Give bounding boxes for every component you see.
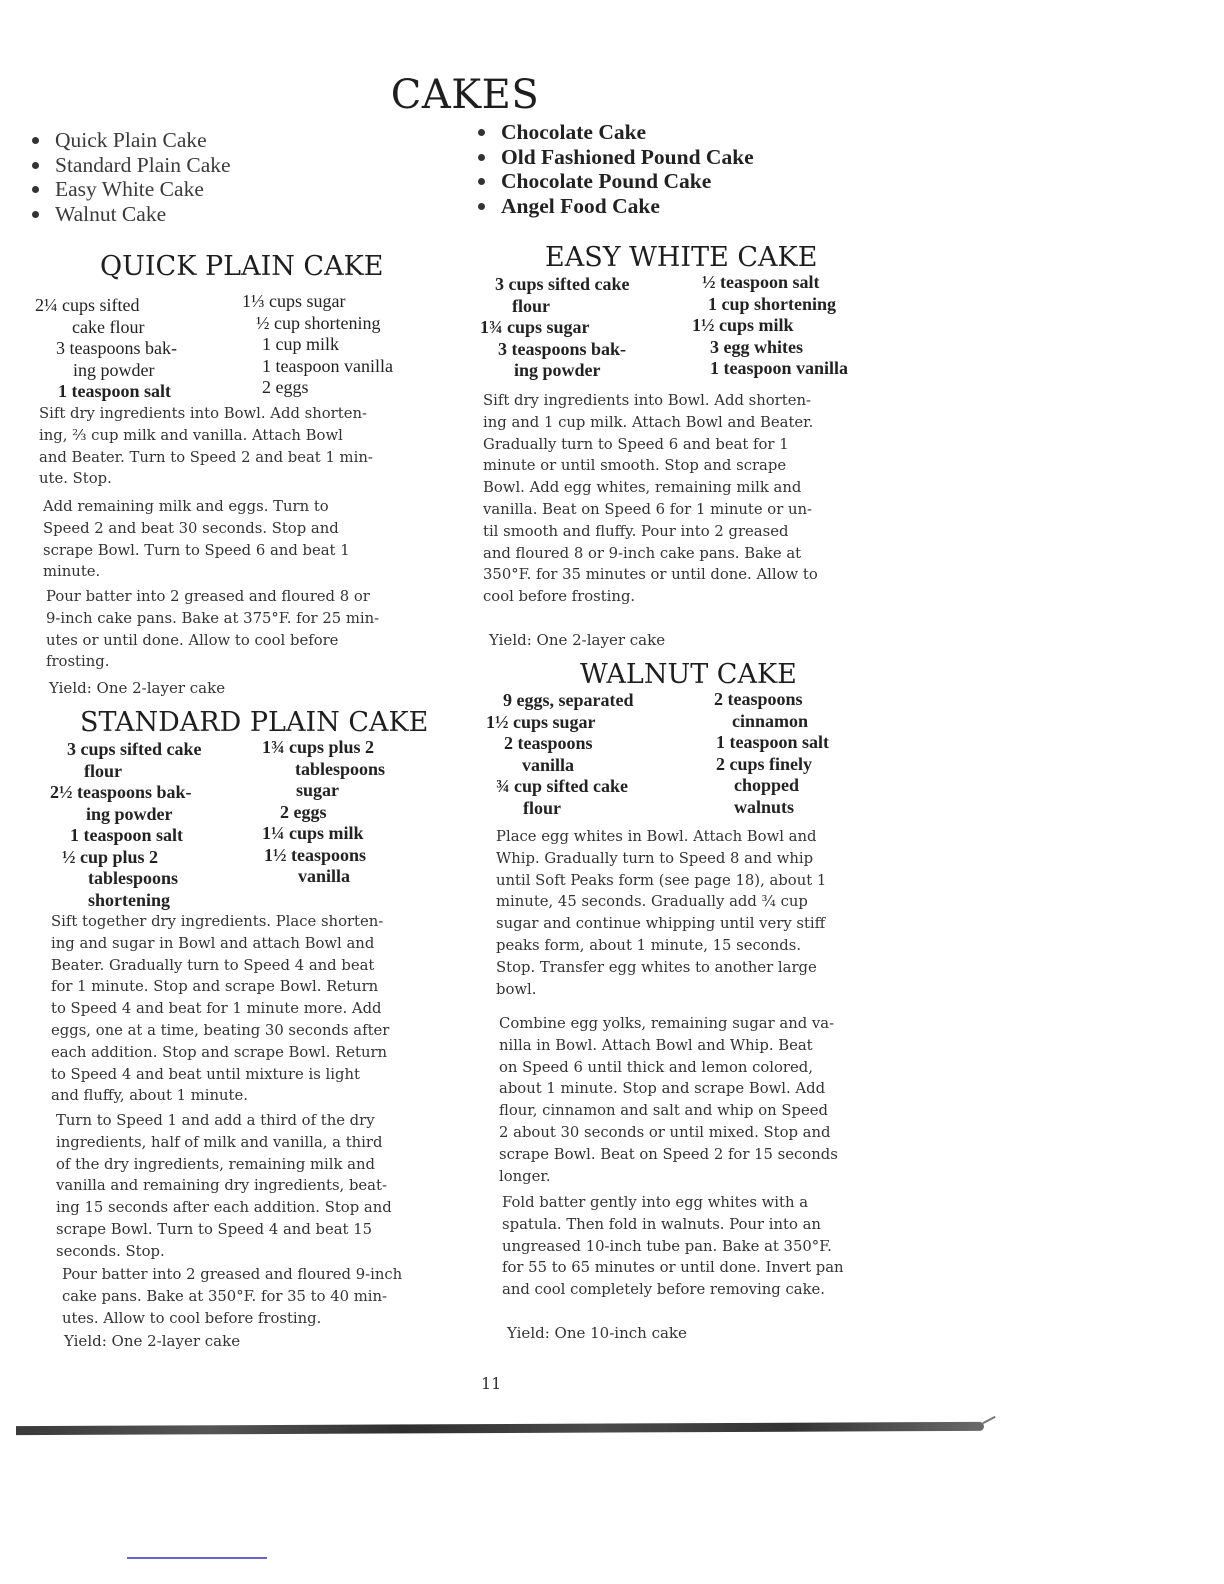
ingredient: ¾ cup sifted cake bbox=[496, 776, 628, 796]
ingredient: 1 teaspoon salt bbox=[58, 381, 172, 401]
toc-item-chocolate: Chocolate Cake bbox=[476, 120, 754, 145]
ingredient: 1 teaspoon salt bbox=[70, 825, 184, 845]
ingredient: cinnamon bbox=[732, 710, 809, 731]
quick-step-1: Sift dry ingredients into Bowl. Add shorten- ing, ⅔ cup milk and vanilla. Attach Bowl and Beater. Turn to Speed 2 and beat 1 min- ute. Stop. bbox=[39, 405, 373, 488]
toc-item-angel-food: Angel Food Cake bbox=[476, 194, 754, 219]
standard-step-3: Pour batter into 2 greased and floured 9-inch cake pans. Bake at 350°F. for 35 to 40 min- utes. Allow to cool before frosting. bbox=[62, 1266, 403, 1327]
scan-edge-mark bbox=[982, 1416, 995, 1424]
ingredient: flour bbox=[512, 295, 550, 316]
easy-ingredients-left bbox=[480, 274, 630, 382]
standard-plain-title: STANDARD PLAIN CAKE bbox=[80, 707, 429, 738]
ingredient: vanilla bbox=[298, 866, 351, 886]
ingredient: 3 teaspoons bak- bbox=[56, 338, 177, 358]
standard-step-2: Turn to Speed 1 and add a third of the dry ingredients, half of milk and vanilla, a third of the dry ingredients, remaining milk and vanilla and remaining dry ingredients, beat- ing 15 seconds after each addition. Stop and scrape Bowl. Turn to Speed 4 and beat 15 seconds. Stop. bbox=[56, 1112, 392, 1260]
ingredient: 1½ teaspoons bbox=[264, 844, 367, 865]
page-number: 11 bbox=[481, 1374, 502, 1393]
ingredient: flour bbox=[84, 760, 122, 781]
quick-ingredients-right bbox=[242, 291, 393, 399]
quick-step-3: Pour batter into 2 greased and floured 8 or 9-inch cake pans. Bake at 375°F. for 25 min- utes or until done. Allow to cool before frosting. bbox=[46, 588, 380, 671]
ingredient: 2 eggs bbox=[280, 801, 327, 822]
ingredient: 3 cups sifted cake bbox=[495, 274, 630, 294]
standard-ingredients-left bbox=[50, 739, 202, 911]
ingredient: 1¼ cups milk bbox=[262, 823, 364, 843]
toc-left bbox=[30, 128, 231, 226]
ingredient: 2 teaspoons bbox=[714, 689, 803, 709]
ingredient: 2 eggs bbox=[262, 377, 309, 397]
easy-step-1: Sift dry ingredients into Bowl. Add shorten- ing and 1 cup milk. Attach Bowl and Beater. Gradually turn to Speed 6 and beat for 1 minute or until smooth. Stop and scrape Bowl. Add egg whites, remaining milk and vanilla. Beat on Speed 6 for 1 minute or un- til smooth and fluffy. Pour into 2 greased and floured 8 or 9-inch cake pans. Bake at 350°F. for 35 minutes or until done. Allow to cool before frosting. bbox=[483, 392, 818, 606]
ingredient: 2 teaspoons bbox=[504, 733, 593, 753]
walnut-title: WALNUT CAKE bbox=[580, 659, 797, 690]
page-title: CAKES bbox=[390, 72, 540, 118]
standard-step-1: Sift together dry ingredients. Place shorten- ing and sugar in Bowl and attach Bowl and Beater. Gradually turn to Speed 4 and beat for 1 minute. Stop and scrape Bowl. Return to Speed 4 and beat for 1 minute more. Add eggs, one at a time, beating 30 seconds after each addition. Stop and scrape Bowl. Return to Speed 4 and beat until mixture is light and fluffy, about 1 minute. bbox=[51, 913, 390, 1105]
walnut-step-3: Fold batter gently into egg whites with a spatula. Then fold in walnuts. Pour into an ungreased 10-inch tube pan. Bake at 350°F. for 55 to 65 minutes or until done. Invert pan and cool completely before removing cake. bbox=[502, 1194, 844, 1299]
ingredient: 1 teaspoon vanilla bbox=[262, 355, 393, 376]
ingredient: vanilla bbox=[522, 754, 575, 775]
ingredient: 2 cups finely bbox=[716, 753, 813, 774]
quick-step-2: Add remaining milk and eggs. Turn to Speed 2 and beat 30 seconds. Stop and scrape Bowl. Turn to Speed 6 and beat 1 minute. bbox=[43, 498, 350, 581]
ingredient: 2¼ cups sifted bbox=[35, 295, 140, 315]
ingredient: walnuts bbox=[734, 796, 795, 817]
ingredient: ½ cup shortening bbox=[256, 312, 381, 333]
walnut-step-2: Combine egg yolks, remaining sugar and va- nilla in Bowl. Attach Bowl and Whip. Beat on Speed 6 until thick and lemon colored, about 1 minute. Stop and scrape Bowl. Add flour, cinnamon and salt and whip on Speed 2 about 30 seconds or until mixed. Stop and scrape Bowl. Beat on Speed 2 for 15 seconds longer. bbox=[499, 1015, 838, 1185]
ingredient: ing powder bbox=[73, 359, 155, 380]
ingredient: 3 egg whites bbox=[710, 336, 803, 357]
ingredient: 3 cups sifted cake bbox=[67, 739, 202, 759]
ingredient: 1½ cups milk bbox=[692, 315, 794, 335]
ingredient: ing powder bbox=[86, 803, 173, 824]
ingredient: 1⅓ cups sugar bbox=[242, 291, 346, 311]
walnut-ingredients-right bbox=[714, 689, 829, 818]
ingredient: 1 cup milk bbox=[262, 334, 339, 354]
ingredient: ½ cup plus 2 bbox=[62, 846, 159, 867]
ingredient: 2½ teaspoons bak- bbox=[50, 782, 192, 802]
ingredient: ½ teaspoon salt bbox=[702, 272, 820, 292]
ingredient: 1 teaspoon vanilla bbox=[710, 358, 849, 378]
walnut-yield: Yield: One 10-inch cake bbox=[507, 1324, 687, 1342]
quick-yield: Yield: One 2-layer cake bbox=[49, 679, 226, 697]
ingredient: ing powder bbox=[514, 360, 601, 380]
quick-ingredients-left bbox=[35, 295, 177, 403]
ingredient: cake flour bbox=[72, 316, 145, 337]
toc-item-standard-plain: Standard Plain Cake bbox=[30, 153, 231, 178]
scan-edge-bar bbox=[16, 1422, 984, 1435]
walnut-ingredients-left bbox=[486, 690, 633, 819]
ingredient: 1½ cups sugar bbox=[486, 711, 596, 732]
footer-rule bbox=[127, 1557, 267, 1559]
standard-ingredients-right bbox=[262, 737, 385, 888]
toc-item-easy-white: Easy White Cake bbox=[30, 177, 231, 202]
toc-item-quick-plain: Quick Plain Cake bbox=[30, 128, 231, 153]
standard-yield: Yield: One 2-layer cake bbox=[64, 1332, 241, 1350]
ingredient: tablespoons bbox=[295, 758, 386, 779]
easy-white-title: EASY WHITE CAKE bbox=[545, 242, 818, 273]
toc-item-chocolate-pound: Chocolate Pound Cake bbox=[476, 169, 754, 194]
easy-yield: Yield: One 2-layer cake bbox=[489, 631, 666, 649]
toc-item-walnut: Walnut Cake bbox=[30, 202, 231, 227]
ingredient: 1¾ cups sugar bbox=[480, 317, 590, 337]
ingredient: sugar bbox=[296, 780, 340, 800]
ingredient: tablespoons bbox=[88, 868, 179, 888]
walnut-step-1: Place egg whites in Bowl. Attach Bowl and Whip. Gradually turn to Speed 8 and whip until Soft Peaks form (see page 18), about 1 minute, 45 seconds. Gradually add ¾ cup sugar and continue whipping until very stiff peaks form, about 1 minute, 15 seconds. Stop. Transfer egg whites to another large bowl. bbox=[496, 828, 827, 998]
ingredient: flour bbox=[523, 797, 561, 818]
ingredient: shortening bbox=[88, 889, 171, 910]
ingredient: 1¾ cups plus 2 bbox=[262, 737, 375, 757]
ingredient: 1 teaspoon salt bbox=[716, 732, 830, 752]
ingredient: 1 cup shortening bbox=[708, 293, 837, 314]
ingredient: 9 eggs, separated bbox=[503, 690, 634, 710]
toc-right bbox=[476, 120, 754, 218]
ingredient: 3 teaspoons bak- bbox=[498, 338, 627, 359]
ingredient: chopped bbox=[734, 775, 800, 795]
easy-ingredients-right bbox=[692, 272, 848, 380]
quick-plain-title: QUICK PLAIN CAKE bbox=[100, 251, 384, 282]
toc-item-old-fashioned-pound: Old Fashioned Pound Cake bbox=[476, 145, 754, 170]
